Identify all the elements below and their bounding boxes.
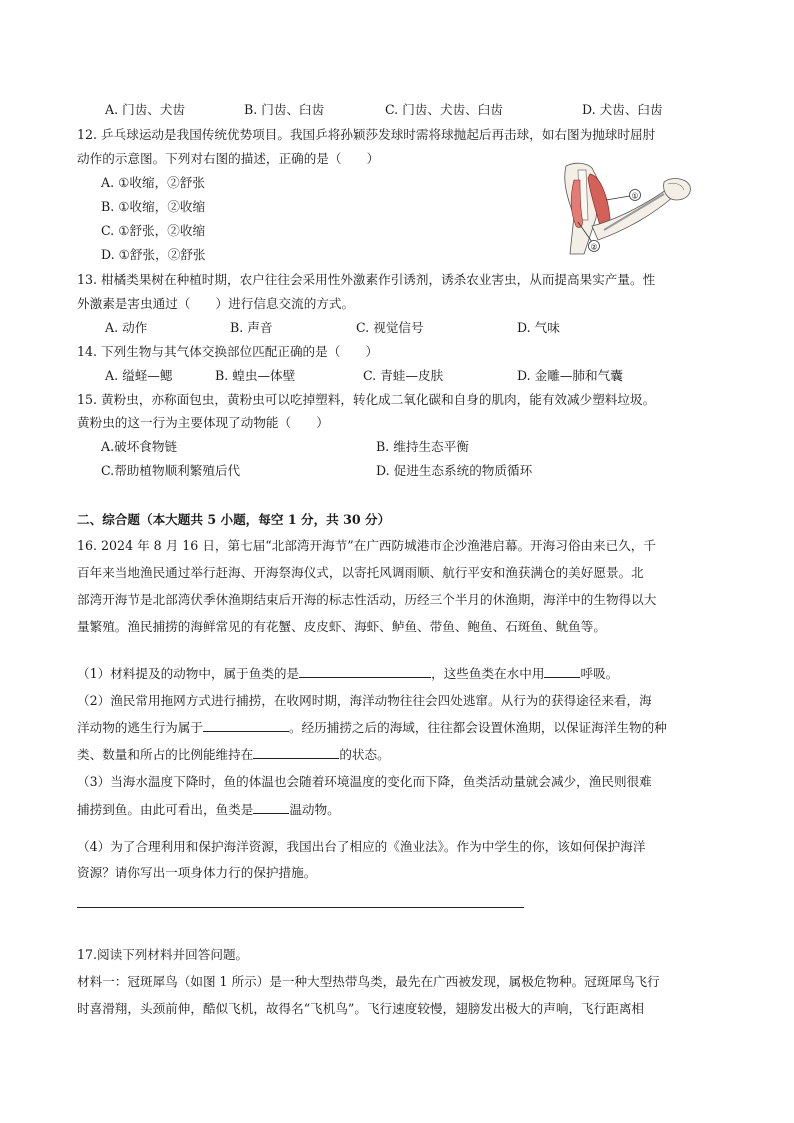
- q13-option-b: B. 声音: [230, 320, 273, 335]
- q16-sub1-text-b: ，这些鱼类在水中用: [431, 666, 545, 681]
- q11-option-c: C. 门齿、犬齿、臼齿: [385, 102, 503, 117]
- arm-flexion-figure: [556, 160, 704, 256]
- q16-sub4-line2: 资源？请你写出一项身体力行的保护措施。: [77, 865, 317, 880]
- q15-option-b: B. 维持生态平衡: [376, 439, 469, 454]
- q16-sub4-line1: （4）为了合理利用和保护海洋资源，我国出台了相应的《渔业法》。作为中学生的你，该如何保护海洋: [77, 839, 646, 854]
- q16-sub3-text-b: 温动物。: [289, 802, 340, 817]
- q16-sub1-blank-2[interactable]: [544, 664, 580, 678]
- q16-material-line4: 量繁殖。渔民捕捞的海鲜常见的有花蟹、皮皮虾、海虾、鲈鱼、带鱼、鲍鱼、石斑鱼、鱿鱼等。: [77, 619, 606, 634]
- q16-sub3-text-a: 捕捞到鱼。由此可看出，鱼类是: [77, 802, 254, 817]
- q14-option-b: B. 蝗虫—体壁: [215, 368, 296, 383]
- q13-option-a: A. 动作: [105, 320, 148, 335]
- q16-sub2-blank-1[interactable]: [203, 718, 289, 732]
- q13-option-d: D. 气味: [517, 320, 560, 335]
- q13-stem-line2: 外激素是害虫通过（ ）进行信息交流的方式。: [77, 296, 355, 311]
- q16-sub2-line2: [77, 718, 667, 737]
- q16-sub2-blank-2[interactable]: [253, 745, 339, 759]
- q16-sub2-text-d: 的状态。: [339, 747, 390, 762]
- q16-sub2-text-b: 。经历捕捞之后的海域，往往都会设置休渔期，以保证海洋生物的种: [288, 720, 667, 735]
- q15-option-a: A.破坏食物链: [101, 439, 178, 454]
- q15-stem-line2: 黄粉虫的这一行为主要体现了动物能（ ）: [77, 415, 329, 430]
- q16-sub1-blank-1[interactable]: [299, 664, 431, 678]
- q17-title: 17.阅读下列材料并回答问题。: [77, 947, 249, 962]
- q17-material-line1: 材料一：冠斑犀鸟（如图 1 所示）是一种大型热带鸟类，最先在广西被发现，属极危物种。冠斑犀鸟飞行: [77, 974, 660, 989]
- q16-sub2-line3: [77, 745, 390, 764]
- q11-option-b: B. 门齿、臼齿: [244, 102, 325, 117]
- q11-option-a: A. 门齿、犬齿: [105, 102, 186, 117]
- q14-option-a: A. 缢蛏—鳃: [105, 368, 173, 383]
- q12-option-d: D. ①舒张，②舒张: [101, 247, 206, 262]
- section2-heading: 二、综合题（本大题共 5 小题，每空 1 分，共 30 分）: [77, 512, 391, 527]
- q15-stem-line1: 15. 黄粉虫，亦称面包虫，黄粉虫可以吃掉塑料，转化成二氧化碳和自身的肌肉，能有效减少塑料垃圾。: [77, 392, 656, 407]
- q16-sub3-blank[interactable]: [253, 800, 289, 814]
- q16-sub3-line1: （3）当海水温度下降时，鱼的体温也会随着环境温度的变化而下降，鱼类活动量就会减少，渔民则很难: [77, 774, 652, 789]
- q12-option-b: B. ①收缩，②收缩: [101, 199, 206, 214]
- label-2: ②: [590, 242, 598, 252]
- q16-sub2-line1: （2）渔民常用拖网方式进行捕捞，在收网时期，海洋动物往往会四处逃窜。从行为的获得途径来看，海: [77, 693, 652, 708]
- q16-sub1: [77, 664, 618, 683]
- q12-option-c: C. ①舒张，②收缩: [101, 223, 206, 238]
- q14-stem: 14. 下列生物与其气体交换部位匹配正确的是（ ）: [77, 344, 379, 359]
- q16-sub2-text-a: 洋动物的逃生行为属于: [77, 720, 203, 735]
- q12-stem-line1: 12. 乒乓球运动是我国传统优势项目。我国乒将孙颖莎发球时需将球抛起后再击球，如右图为抛球时屈肘: [77, 127, 656, 142]
- q16-material-line3: 部湾开海节是北部湾伏季休渔期结束后开海的标志性活动，历经三个半月的休渔期，海洋中的生物得以大: [77, 592, 657, 607]
- q16-material-line1: 16. 2024 年 8 月 16 日，第七届“北部湾开海节”在广西防城港市企沙渔港启幕。开海习俗由来已久，千: [77, 538, 656, 553]
- q14-option-c: C. 青蛙—皮肤: [363, 368, 444, 383]
- q12-stem-line2: 动作的示意图。下列对右图的描述，正确的是（ ）: [77, 151, 380, 166]
- q12-option-a: A. ①收缩，②舒张: [101, 175, 205, 190]
- q16-sub1-text-a: （1）材料提及的动物中，属于鱼类的是: [77, 666, 300, 681]
- q16-material-line2: 百年来当地渔民通过举行赶海、开海祭海仪式，以寄托风调雨顺、航行平安和渔获满仓的美好愿景。北: [77, 565, 644, 580]
- q13-option-c: C. 视觉信号: [356, 320, 424, 335]
- q13-stem-line1: 13. 柑橘类果树在种植时期，农户往往会采用性外激素作引诱剂，诱杀农业害虫，从而提高果实产量。性: [77, 272, 656, 287]
- q16-sub2-text-c: 类、数量和所占的比例能维持在: [77, 747, 254, 762]
- q16-sub1-text-c: 呼吸。: [580, 666, 619, 681]
- q17-material-line2: 时喜滑翔，头颈前伸，酷似飞机，故得名“飞机鸟”。飞行速度较慢，翅膀发出极大的声响，飞行距离相: [77, 1001, 645, 1016]
- q15-option-d: D. 促进生态系统的物质循环: [376, 463, 533, 478]
- q16-sub3-line2: [77, 800, 340, 819]
- q16-sub4-answer-line[interactable]: [77, 907, 524, 908]
- q14-option-d: D. 金雕—肺和气囊: [517, 368, 623, 383]
- label-1: ①: [631, 191, 639, 201]
- q15-option-c: C.帮助植物顺利繁殖后代: [101, 463, 241, 478]
- q11-option-d: D. 犬齿、臼齿: [582, 102, 663, 117]
